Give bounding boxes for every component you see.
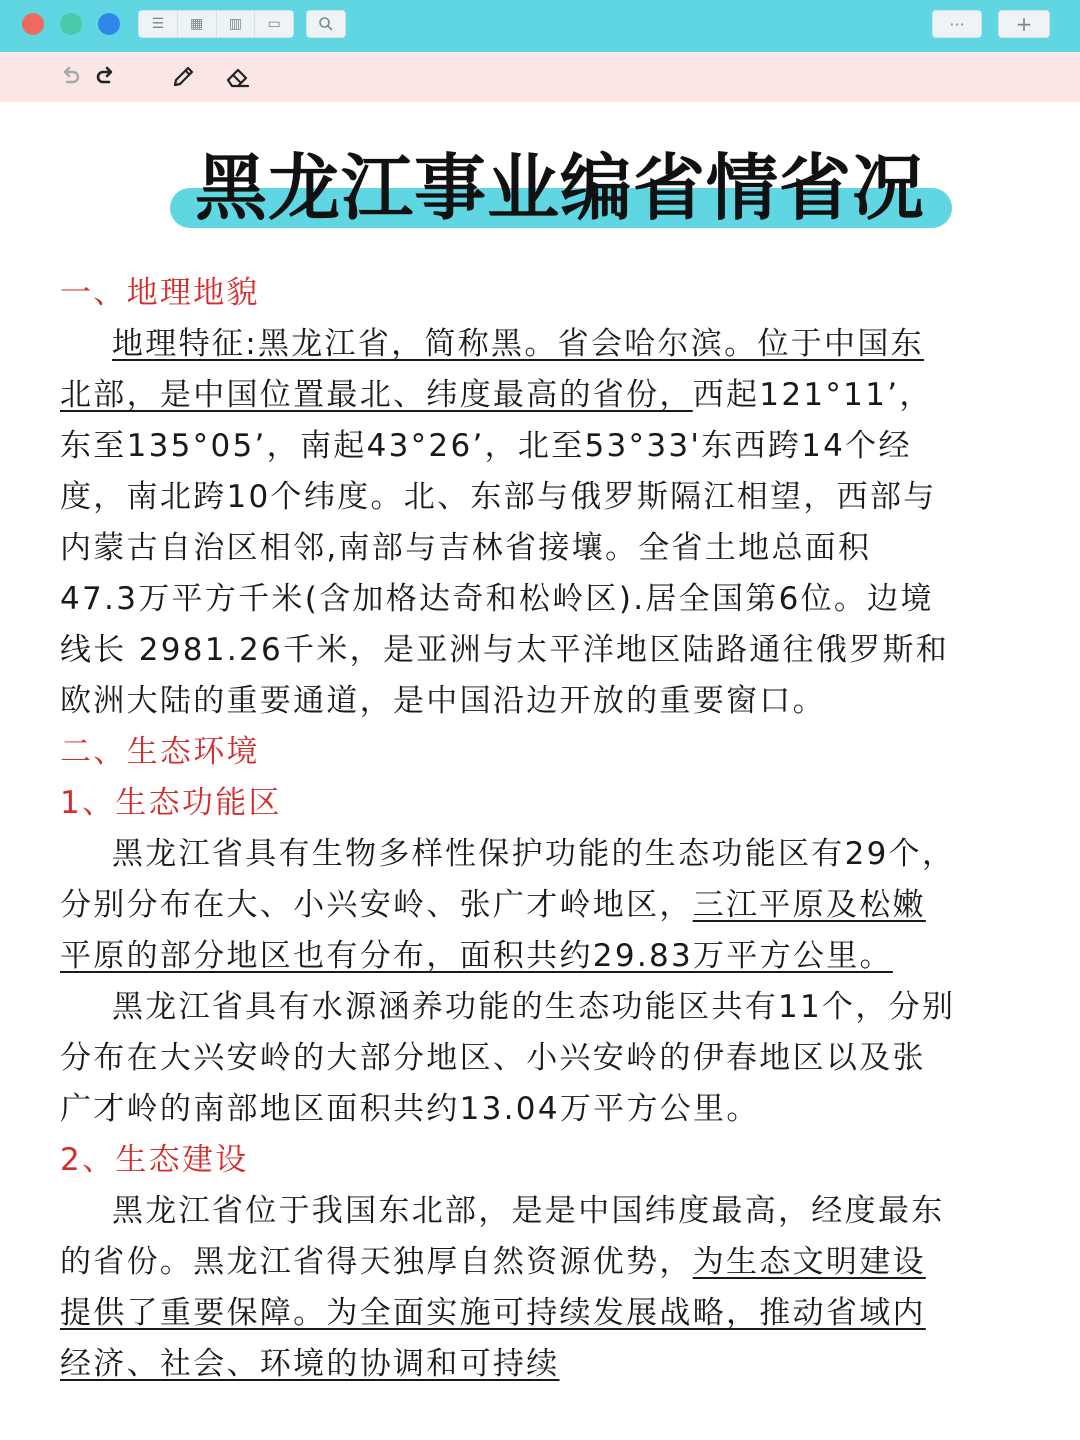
maximize-window-button[interactable]	[98, 13, 120, 35]
book-view-icon[interactable]: ▥	[217, 11, 256, 37]
paragraph-line: 线长 2981.26千米，是亚洲与太平洋地区陆路通往俄罗斯和	[60, 632, 950, 668]
paragraph-line: 黑龙江省具有生物多样性保护功能的生态功能区有29个，	[112, 836, 956, 872]
undo-icon-svg	[58, 65, 82, 89]
paragraph-text: 西起121°11’，	[692, 377, 933, 413]
search-icon-svg	[318, 16, 334, 32]
underlined-text: 提供了重要保障。为全面实施可持续发展战略，推动省域内	[60, 1295, 926, 1331]
paragraph-line: 欧洲大陆的重要通道，是中国沿边开放的重要窗口。	[60, 683, 826, 719]
paragraph-line: 度，南北跨10个纬度。北、东部与俄罗斯隔江相望，西部与	[60, 479, 937, 515]
paragraph-line: 黑龙江省具有水源涵养功能的生态功能区共有11个，分别	[112, 989, 956, 1025]
pen-icon-svg	[170, 64, 196, 90]
paragraph-line	[60, 1339, 1030, 1390]
paragraph-line: 广才岭的南部地区面积共约13.04万平方公里。	[60, 1091, 760, 1127]
paragraph-text: 分别分布在大、小兴安岭、张广才岭地区，	[60, 887, 693, 923]
search-group	[306, 10, 346, 38]
undo-icon[interactable]	[58, 64, 82, 90]
underlined-text: 经济、社会、环境的协调和可持续	[60, 1346, 560, 1382]
search-icon[interactable]	[307, 11, 345, 37]
paragraph-line: 分布在大兴安岭的大部分地区、小兴安岭的伊春地区以及张	[60, 1040, 926, 1076]
underlined-text: 平原的部分地区也有分布，面积共约29.83万平方公里。	[60, 938, 893, 974]
redo-icon[interactable]	[94, 64, 118, 90]
eraser-icon-svg	[224, 64, 252, 90]
subsection-heading-function-zones: 1、生态功能区	[60, 785, 282, 821]
window-title-bar	[0, 0, 1080, 52]
eraser-icon[interactable]	[224, 64, 252, 90]
underlined-text: 北部，是中国位置最北、纬度最高的省份，	[60, 377, 693, 413]
view-switcher	[138, 10, 294, 38]
close-window-button[interactable]	[22, 13, 44, 35]
paragraph-text: 的省份。黑龙江省得天独厚自然资源优势，	[60, 1244, 693, 1280]
paragraph-line	[60, 1237, 1030, 1288]
paragraph-line	[60, 370, 1030, 421]
grid-view-icon[interactable]: ▦	[178, 11, 217, 37]
paragraph-line	[60, 319, 1030, 370]
list-view-icon[interactable]: ☰	[139, 11, 178, 37]
paragraph-line: 47.3万平方千米(含加格达奇和松岭区).居全国第6位。边境	[60, 581, 934, 617]
more-options-label: ···	[949, 14, 965, 34]
paragraph-line: 内蒙古自治区相邻,南部与吉林省接壤。全省土地总面积	[60, 530, 872, 566]
more-options-button[interactable]	[932, 10, 982, 38]
minimize-window-button[interactable]	[60, 13, 82, 35]
pen-icon[interactable]	[170, 64, 196, 90]
paragraph-line	[60, 1288, 1030, 1339]
underlined-text: 三江平原及松嫩	[692, 887, 926, 923]
add-page-label: +	[1015, 12, 1033, 36]
editing-toolbar	[0, 52, 1080, 102]
add-page-button[interactable]	[998, 10, 1050, 38]
paragraph-line	[60, 931, 1030, 982]
document-body	[60, 268, 1030, 1390]
paragraph-line: 黑龙江省位于我国东北部，是是中国纬度最高，经度最东	[112, 1193, 945, 1229]
underlined-text: 地理特征:黑龙江省，简称黑。省会哈尔滨。位于中国东	[112, 326, 924, 362]
paragraph-line: 东至135°05’，南起43°26’，北至53°33'东西跨14个经	[60, 428, 912, 464]
subsection-heading-eco-construction: 2、生态建设	[60, 1142, 249, 1178]
underlined-text: 为生态文明建设	[692, 1244, 926, 1280]
section-heading-geography: 一、地理地貌	[60, 275, 260, 311]
redo-icon-svg	[94, 65, 118, 89]
document-title-block	[160, 140, 960, 240]
paragraph-line	[60, 880, 1030, 931]
page-view-icon[interactable]: ▭	[267, 16, 281, 32]
document-title: 黑龙江事业编省情省况	[194, 146, 925, 230]
section-heading-ecology: 二、生态环境	[60, 734, 260, 770]
